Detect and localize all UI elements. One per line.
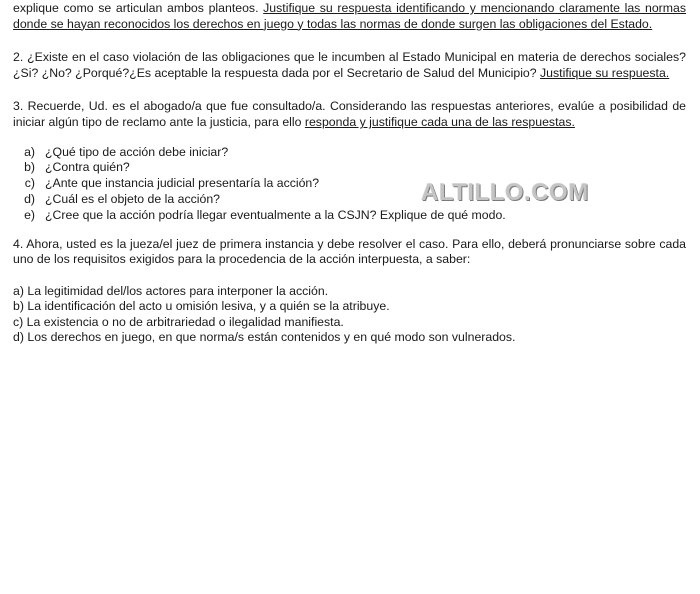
intro-underlined-text: Justifique su respuesta identificando y mencionando claramente las normas donde se hayan reconocidos los derechos en juego y todas las normas de donde surgen las obligaciones del Estado. bbox=[13, 1, 686, 31]
question-3-underlined-text: responda y justifique cada una de las respuestas. bbox=[304, 114, 575, 129]
intro-text: explique como se articulan ambos planteos. bbox=[13, 1, 264, 15]
question-4: 4. Ahora, usted es la jueza/el juez de primera instancia y debe resolver el caso. Para ello, deberá pronunciarse sobre cada uno de los requisitos exigidos para la procedencia de la acción interpuesta, a saber: bbox=[13, 236, 686, 267]
question-2-text: 2. ¿Existe en el caso violación de las obligaciones que le incumben al Estado Municipal en materia de derechos sociales? ¿Si? ¿No? ¿Porqué?¿Es aceptable la respuesta dada por el Secretario de Salud del Municipio? bbox=[13, 50, 686, 80]
list-item-text: ¿Ante que instancia judicial presentaría la acción? bbox=[45, 176, 320, 191]
question-3-text: 3. Recuerde, Ud. es el abogado/a que fue consultado/a. Considerando las respuestas anteriores, evalúe a posibilidad de iniciar algún tipo de reclamo ante la justicia, para ello bbox=[13, 99, 686, 129]
list-marker: a) bbox=[24, 144, 35, 159]
question-2 bbox=[13, 50, 686, 81]
document-page bbox=[13, 0, 686, 346]
question-4-list bbox=[13, 284, 686, 346]
list-item bbox=[13, 208, 686, 224]
list-item: c) La existencia o no de arbitrariedad o ilegalidad manifiesta. bbox=[13, 314, 344, 329]
intro-paragraph bbox=[13, 1, 686, 32]
list-item: b) La identificación del acto u omisión lesiva, y a quién se la atribuye. bbox=[13, 299, 390, 314]
list-item bbox=[13, 160, 686, 176]
question-3 bbox=[13, 99, 686, 130]
list-item-text: ¿Cree que la acción podría llegar eventualmente a la CSJN? Explique de qué modo. bbox=[45, 207, 506, 222]
list-item-text: ¿Contra quién? bbox=[45, 160, 130, 175]
list-item: d) Los derechos en juego, en que norma/s están contenidos y en qué modo son vulnerados. bbox=[13, 330, 516, 345]
list-item: a) La legitimidad del/los actores para interponer la acción. bbox=[13, 283, 329, 298]
list-marker: b) bbox=[24, 160, 35, 175]
list-marker: e) bbox=[24, 207, 35, 222]
watermark: ALTILLO.COM bbox=[421, 179, 589, 206]
list-marker: c) bbox=[24, 176, 35, 191]
list-item-text: ¿Qué tipo de acción debe iniciar? bbox=[45, 144, 229, 159]
list-item bbox=[13, 145, 686, 161]
list-item-text: ¿Cuál es el objeto de la acción? bbox=[45, 191, 220, 206]
list-marker: d) bbox=[24, 191, 35, 206]
question-2-underlined-text: Justifique su respuesta. bbox=[540, 65, 670, 80]
